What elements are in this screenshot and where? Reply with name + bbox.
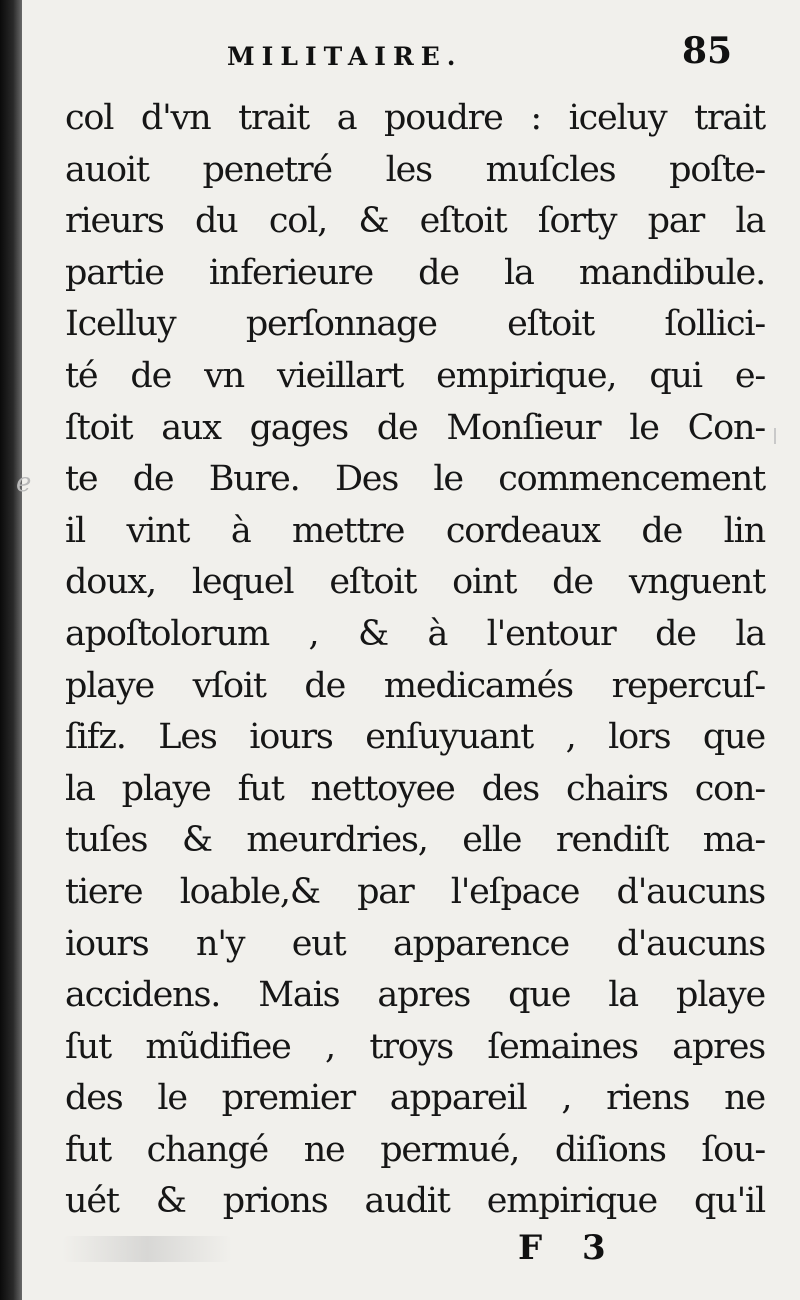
text-line: accidens. Mais apres que la playe bbox=[65, 975, 765, 1016]
text-line: la playe fut nettoyee des chairs con- bbox=[65, 768, 765, 809]
book-gutter-shadow bbox=[0, 0, 22, 1300]
running-head: MILITAIRE. bbox=[227, 42, 463, 71]
text-line: tuſes & meurdries, elle rendiſt ma- bbox=[65, 820, 765, 861]
text-line: playe vſoit de medicamés repercuſ- bbox=[65, 665, 765, 706]
page-number: 85 bbox=[682, 30, 733, 72]
page-header bbox=[22, 28, 800, 88]
text-line: uét & prions audit empirique qu'il bbox=[65, 1181, 765, 1222]
text-line: rieurs du col, & eſtoit ſorty par la bbox=[65, 201, 765, 242]
text-line: fut changé ne permué, diſions ſou- bbox=[65, 1129, 765, 1170]
text-line: il vint à mettre cordeaux de lin bbox=[65, 510, 765, 551]
text-line: iours n'y eut apparence d'aucuns bbox=[65, 923, 765, 964]
signature-mark: F 3 bbox=[518, 1228, 620, 1268]
text-line: té de vn vieillart empirique, qui e- bbox=[65, 355, 765, 396]
text-line: Icelluy perſonnage eſtoit ſollici- bbox=[65, 304, 765, 345]
text-line: auoit penetré les muſcles poſte- bbox=[65, 149, 765, 190]
show-through-smudge bbox=[62, 1236, 232, 1262]
text-line: ſifz. Les iours enſuyuant , lors que bbox=[65, 717, 765, 758]
text-line: col d'vn trait a poudre : iceluy trait bbox=[65, 98, 765, 138]
text-line: ſtoit aux gages de Monſieur le Con- bbox=[65, 407, 765, 448]
margin-tick bbox=[774, 428, 776, 444]
text-line: te de Bure. Des le commencement bbox=[65, 459, 765, 500]
text-line: apoſtolorum , & à l'entour de la bbox=[65, 613, 765, 654]
text-line: ſut mũdifiee , troys ſemaines apres bbox=[65, 1026, 765, 1067]
text-line: tiere loable,& par l'eſpace d'aucuns bbox=[65, 871, 765, 912]
text-line: partie inferieure de la mandibule. bbox=[65, 252, 765, 293]
book-page bbox=[16, 0, 800, 1300]
text-line: des le premier appareil , riens ne bbox=[65, 1078, 765, 1119]
text-line: doux, lequel eſtoit oint de vnguent bbox=[65, 562, 765, 603]
body-text bbox=[65, 93, 765, 1228]
margin-show-through-mark: e bbox=[16, 468, 32, 498]
